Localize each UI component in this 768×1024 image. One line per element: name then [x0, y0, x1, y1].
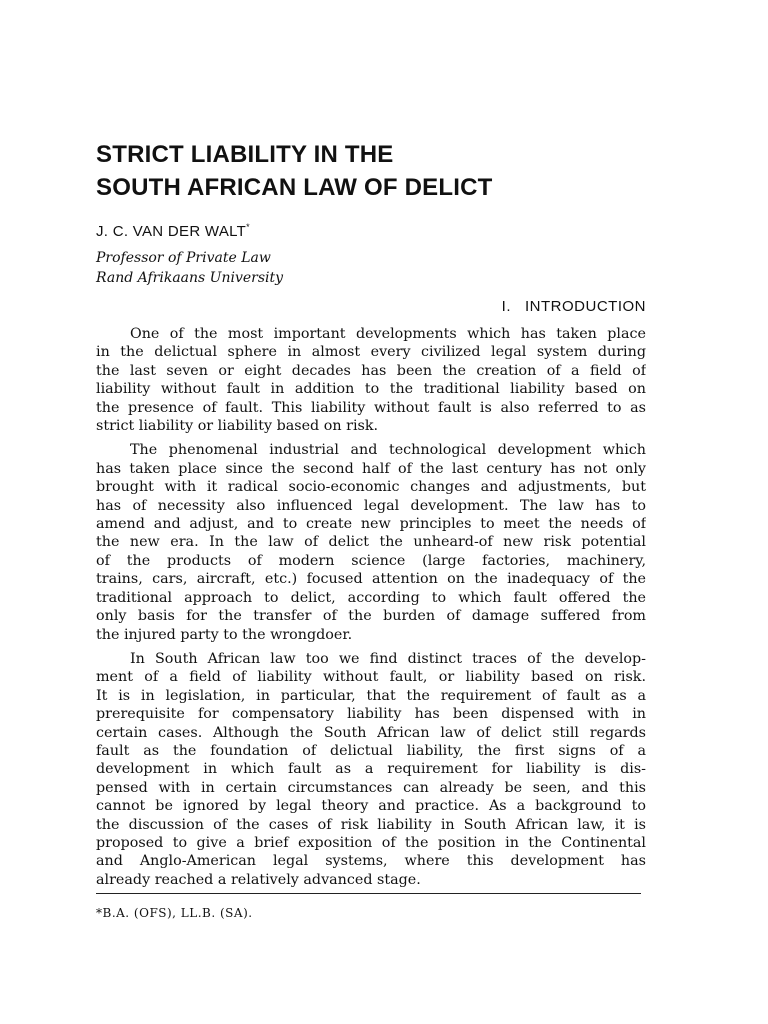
paragraph-line: has of necessity also influenced legal development. The law has to [96, 497, 646, 514]
paragraph-line: traditional approach to delict, according to which fault offered the [96, 589, 646, 606]
paragraph-line: only basis for the transfer of the burden of damage suffered from [96, 608, 646, 625]
section-title: INTRODUCTION [525, 298, 646, 315]
paragraph-line: liability without fault in addition to the traditional liability based on [96, 381, 646, 398]
paragraph [96, 325, 646, 435]
paragraph-line: certain cases. Although the South African law of delict still regards [96, 724, 646, 741]
paragraph-line: the discussion of the cases of risk liability in South African law, it is [96, 816, 646, 833]
paragraph-line: It is in legislation, in particular, that the requirement of fault as a [96, 687, 646, 704]
author-name-text: J. C. VAN DER WALT [96, 223, 247, 240]
paragraph-line: strict liability or liability based on risk. [96, 418, 379, 435]
paragraph [96, 441, 646, 643]
article-title [96, 138, 656, 204]
section-heading [502, 298, 646, 315]
paragraph-line: already reached a relatively advanced stage. [96, 871, 421, 888]
paragraph [96, 650, 646, 889]
paragraph-line: pensed with in certain circumstances can already be seen, and this [96, 779, 646, 796]
author-footnote-mark: * [246, 222, 250, 232]
footnote: *B.A. (OFS), LL.B. (SA). [96, 906, 253, 920]
paragraph-line: In South African law too we find distinct traces of the develop- [130, 650, 646, 667]
footnote-divider [96, 893, 641, 894]
paragraph-line: and Anglo-American legal systems, where this development has [96, 853, 646, 870]
paragraph-line: cannot be ignored by legal theory and practice. As a background to [96, 798, 646, 815]
paragraph-line: ment of a field of liability without fault, or liability based on risk. [96, 669, 646, 686]
paragraph-line: One of the most important developments which has taken place [130, 326, 646, 342]
paragraph-line: development in which fault as a requirement for liability is dis- [96, 761, 646, 778]
paragraph-line: the new era. In the law of delict the unheard-of new risk potential [96, 534, 646, 551]
paragraph-line: the injured party to the wrongdoer. [96, 626, 353, 643]
paragraph-line: amend and adjust, and to create new principles to meet the needs of [96, 516, 646, 533]
section-number: I. [501, 298, 511, 315]
author-affiliation [96, 248, 283, 288]
paragraph-line: brought with it radical socio-economic changes and adjustments, but [96, 479, 646, 496]
title-line-1: STRICT LIABILITY IN THE [96, 141, 394, 168]
paragraph-line: trains, cars, aircraft, etc.) focused attention on the inadequacy of the [96, 571, 646, 588]
body-text [96, 325, 646, 895]
affiliation-line-1: Professor of Private Law [96, 250, 271, 266]
paragraph-line: the presence of fault. This liability without fault is also referred to as [96, 399, 646, 416]
author-name [96, 222, 250, 240]
paragraph-line: in the delictual sphere in almost every civilized legal system during [96, 344, 646, 361]
paragraph-line: of the products of modern science (large factories, machinery, [96, 552, 646, 569]
paragraph-line: prerequisite for compensatory liability has been dispensed with in [96, 706, 646, 723]
paragraph-line: fault as the foundation of delictual liability, the first signs of a [96, 742, 646, 759]
paragraph-line: proposed to give a brief exposition of the position in the Continental [96, 834, 646, 851]
title-line-2: SOUTH AFRICAN LAW OF DELICT [96, 174, 493, 201]
paragraph-line: the last seven or eight decades has been the creation of a field of [96, 362, 646, 379]
paragraph-line: has taken place since the second half of the last century has not only [96, 460, 646, 477]
affiliation-line-2: Rand Afrikaans University [96, 270, 284, 286]
paragraph-line: The phenomenal industrial and technological development which [130, 442, 646, 459]
